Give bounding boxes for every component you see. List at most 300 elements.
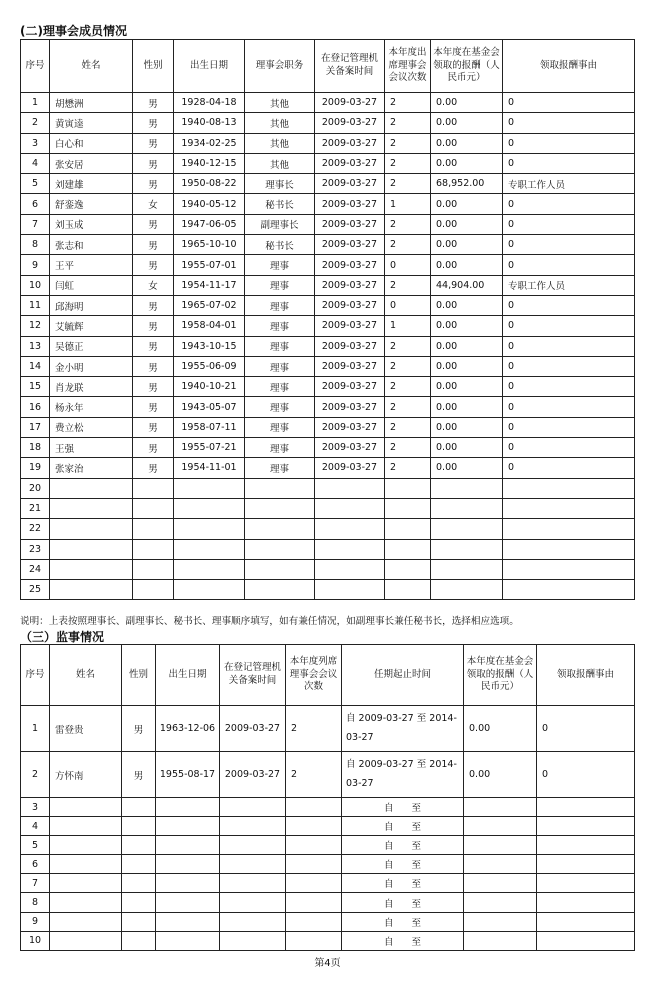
table-cell: 理事 <box>245 438 315 458</box>
table-cell <box>464 931 537 950</box>
table-cell <box>174 559 245 579</box>
table-cell: 费立松 <box>50 417 133 437</box>
table-cell <box>220 855 286 874</box>
term-to-label: 至 <box>411 879 422 891</box>
table-row <box>21 316 635 336</box>
table-cell: 1958-04-01 <box>174 316 245 336</box>
table-cell <box>220 912 286 931</box>
table-cell: 2009-03-27 <box>315 174 385 194</box>
table-cell <box>50 519 133 539</box>
table-cell: 0 <box>503 194 635 214</box>
table-cell: 8 <box>21 893 50 912</box>
table-cell: 4 <box>21 817 50 836</box>
table-cell: 艾毓辉 <box>50 316 133 336</box>
table-cell <box>286 798 342 817</box>
table-cell <box>122 874 156 893</box>
table-cell <box>50 836 122 855</box>
table-cell: 理事 <box>245 417 315 437</box>
table-cell <box>50 874 122 893</box>
table-cell: 男 <box>133 93 174 113</box>
term-to-label: 至 <box>411 860 422 872</box>
table-cell <box>537 931 635 950</box>
table-cell: 17 <box>21 417 50 437</box>
table-cell: 男 <box>133 133 174 153</box>
table-row <box>21 133 635 153</box>
table-cell: 邱海明 <box>50 295 133 315</box>
table-cell: 2 <box>385 133 431 153</box>
table-cell: 21 <box>21 498 50 518</box>
table-cell: 秘书长 <box>245 194 315 214</box>
table-cell <box>122 931 156 950</box>
table-cell <box>245 580 315 600</box>
table-cell: 5 <box>21 836 50 855</box>
table-cell: 2 <box>385 153 431 173</box>
table-cell: 王强 <box>50 438 133 458</box>
table-row <box>21 336 635 356</box>
table-cell: 理事 <box>245 336 315 356</box>
table-cell: 1954-11-17 <box>174 275 245 295</box>
table-cell: 2009-03-27 <box>315 397 385 417</box>
table-cell <box>431 539 503 559</box>
table-cell: 1947-06-05 <box>174 214 245 234</box>
table-cell <box>315 478 385 498</box>
table-cell: 男 <box>133 174 174 194</box>
table-cell <box>537 836 635 855</box>
table-cell <box>537 912 635 931</box>
table-cell: 理事 <box>245 356 315 376</box>
table-row <box>21 275 635 295</box>
table-cell <box>220 893 286 912</box>
table-cell: 1 <box>21 93 50 113</box>
table-cell <box>431 559 503 579</box>
table-cell: 10 <box>21 275 50 295</box>
table-cell: 0.00 <box>431 295 503 315</box>
table-row <box>21 559 635 579</box>
table-cell: 男 <box>133 377 174 397</box>
table-cell <box>315 559 385 579</box>
table-cell: 2009-03-27 <box>315 356 385 376</box>
table-cell: 2 <box>385 174 431 194</box>
table-cell: 7 <box>21 874 50 893</box>
term-to-label: 至 <box>411 898 422 910</box>
table-cell: 肖龙联 <box>50 377 133 397</box>
table-cell: 男 <box>133 113 174 133</box>
table-cell: 男 <box>133 458 174 478</box>
supervisors-header-row <box>21 645 635 706</box>
table-cell: 0 <box>503 397 635 417</box>
col-header: 领取报酬事由 <box>537 645 635 706</box>
table-cell <box>315 580 385 600</box>
table-cell: 男 <box>133 255 174 275</box>
board-header-row <box>21 40 635 93</box>
table-cell <box>50 931 122 950</box>
table-cell: 副理事长 <box>245 214 315 234</box>
table-cell <box>50 912 122 931</box>
table-cell: 2009-03-27 <box>315 438 385 458</box>
table-cell: 舒銮逸 <box>50 194 133 214</box>
table-cell: 0 <box>503 295 635 315</box>
table-row <box>21 174 635 194</box>
col-header: 性别 <box>133 40 174 93</box>
term-cell <box>342 798 464 817</box>
table-cell: 2 <box>385 397 431 417</box>
table-cell <box>431 498 503 518</box>
supervisors-table <box>20 644 635 951</box>
table-row <box>21 214 635 234</box>
table-row <box>21 931 635 950</box>
table-cell: 0.00 <box>431 113 503 133</box>
table-cell: 0.00 <box>431 133 503 153</box>
term-to-label: 至 <box>411 803 422 815</box>
table-cell: 3 <box>21 798 50 817</box>
term-from-label: 自 <box>383 898 394 910</box>
col-header: 任期起止时间 <box>342 645 464 706</box>
term-cell <box>342 817 464 836</box>
table-cell: 0.00 <box>431 235 503 255</box>
col-header: 姓名 <box>50 40 133 93</box>
table-cell: 2 <box>385 275 431 295</box>
table-cell: 2 <box>385 336 431 356</box>
table-cell <box>537 817 635 836</box>
table-row <box>21 798 635 817</box>
table-cell: 0 <box>537 706 635 752</box>
table-cell: 男 <box>133 214 174 234</box>
table-cell <box>245 519 315 539</box>
col-header: 本年度出席理事会会议次数 <box>385 40 431 93</box>
table-cell: 0.00 <box>431 438 503 458</box>
table-cell: 男 <box>122 752 156 798</box>
table-cell <box>220 836 286 855</box>
table-cell <box>156 893 220 912</box>
table-row <box>21 752 635 798</box>
table-cell: 20 <box>21 478 50 498</box>
table-cell <box>537 893 635 912</box>
table-cell: 1954-11-01 <box>174 458 245 478</box>
table-cell: 0.00 <box>464 706 537 752</box>
table-cell: 白心和 <box>50 133 133 153</box>
table-row <box>21 478 635 498</box>
table-cell <box>286 912 342 931</box>
table-cell: 2009-03-27 <box>315 133 385 153</box>
table-row <box>21 519 635 539</box>
table-cell: 理事 <box>245 316 315 336</box>
table-cell <box>286 836 342 855</box>
table-cell <box>286 855 342 874</box>
table-cell: 男 <box>133 417 174 437</box>
table-cell: 2009-03-27 <box>315 417 385 437</box>
table-row <box>21 539 635 559</box>
table-cell: 11 <box>21 295 50 315</box>
table-cell: 0.00 <box>431 194 503 214</box>
table-cell: 9 <box>21 912 50 931</box>
table-cell: 男 <box>122 706 156 752</box>
table-cell: 2009-03-27 <box>315 235 385 255</box>
table-cell <box>315 519 385 539</box>
table-cell: 1 <box>21 706 50 752</box>
table-cell <box>464 798 537 817</box>
term-cell: 自 2009-03-27 至 2014-03-27 <box>342 706 464 752</box>
table-cell: 男 <box>133 153 174 173</box>
table-cell <box>286 817 342 836</box>
table-cell: 6 <box>21 194 50 214</box>
table-cell <box>50 498 133 518</box>
table-cell: 9 <box>21 255 50 275</box>
table-cell: 2009-03-27 <box>315 93 385 113</box>
table-row <box>21 235 635 255</box>
table-cell: 0 <box>385 295 431 315</box>
table-cell <box>385 580 431 600</box>
table-cell: 刘建雄 <box>50 174 133 194</box>
table-cell <box>464 874 537 893</box>
col-header: 本年度在基金会领取的报酬（人民币元） <box>431 40 503 93</box>
table-cell: 其他 <box>245 133 315 153</box>
table-cell: 23 <box>21 539 50 559</box>
table-cell: 雷登贵 <box>50 706 122 752</box>
table-cell <box>315 498 385 518</box>
table-cell <box>122 836 156 855</box>
table-cell <box>174 478 245 498</box>
table-row <box>21 580 635 600</box>
table-cell <box>122 817 156 836</box>
table-cell <box>174 580 245 600</box>
table-row <box>21 836 635 855</box>
table-cell: 男 <box>133 397 174 417</box>
table-cell: 1955-07-01 <box>174 255 245 275</box>
table-cell: 理事长 <box>245 174 315 194</box>
table-cell: 0 <box>537 752 635 798</box>
table-row <box>21 893 635 912</box>
table-cell: 7 <box>21 214 50 234</box>
table-note: 说明：上表按照理事长、副理事长、秘书长、理事顺序填写，如有兼任情况，如副理事长兼任秘书长，选择相应选项。 <box>20 616 519 627</box>
table-cell <box>245 539 315 559</box>
table-cell: 0.00 <box>431 153 503 173</box>
table-row <box>21 874 635 893</box>
table-cell: 2 <box>385 214 431 234</box>
table-cell: 0.00 <box>431 93 503 113</box>
table-cell: 22 <box>21 519 50 539</box>
table-cell: 0.00 <box>431 417 503 437</box>
table-cell: 68,952.00 <box>431 174 503 194</box>
col-header: 出生日期 <box>174 40 245 93</box>
table-cell <box>503 478 635 498</box>
table-cell <box>286 931 342 950</box>
table-cell <box>286 893 342 912</box>
table-cell: 张家治 <box>50 458 133 478</box>
table-cell <box>50 817 122 836</box>
table-cell <box>156 855 220 874</box>
table-cell: 吴德正 <box>50 336 133 356</box>
table-cell: 2009-03-27 <box>315 316 385 336</box>
table-cell: 0 <box>503 336 635 356</box>
table-cell: 2 <box>385 356 431 376</box>
term-cell <box>342 855 464 874</box>
col-header: 在登记管理机关备案时间 <box>220 645 286 706</box>
table-cell <box>156 874 220 893</box>
term-from-label: 自 <box>383 917 394 929</box>
table-cell: 0 <box>503 93 635 113</box>
table-cell <box>50 559 133 579</box>
table-cell: 理事 <box>245 295 315 315</box>
supervisors-section-title: （三）监事情况 <box>20 630 105 644</box>
table-cell: 0 <box>503 316 635 336</box>
table-cell <box>156 798 220 817</box>
table-cell <box>464 893 537 912</box>
table-cell: 1955-08-17 <box>156 752 220 798</box>
table-row <box>21 153 635 173</box>
col-header: 出生日期 <box>156 645 220 706</box>
table-cell: 2009-03-27 <box>315 214 385 234</box>
table-cell <box>50 539 133 559</box>
table-cell <box>537 798 635 817</box>
table-cell <box>156 836 220 855</box>
table-row <box>21 194 635 214</box>
table-cell: 2009-03-27 <box>315 275 385 295</box>
table-cell: 其他 <box>245 113 315 133</box>
table-cell <box>503 559 635 579</box>
table-cell: 理事 <box>245 255 315 275</box>
table-cell: 1 <box>385 316 431 336</box>
table-cell: 金小明 <box>50 356 133 376</box>
table-cell: 1965-07-02 <box>174 295 245 315</box>
table-cell: 1955-06-09 <box>174 356 245 376</box>
table-cell: 男 <box>133 438 174 458</box>
table-cell: 0 <box>503 214 635 234</box>
table-cell: 16 <box>21 397 50 417</box>
table-cell: 理事 <box>245 397 315 417</box>
table-cell <box>50 855 122 874</box>
term-cell <box>342 874 464 893</box>
table-row <box>21 855 635 874</box>
term-cell <box>342 931 464 950</box>
table-cell: 张安居 <box>50 153 133 173</box>
table-cell <box>50 478 133 498</box>
table-row <box>21 706 635 752</box>
table-cell: 2009-03-27 <box>315 458 385 478</box>
table-cell: 1950-08-22 <box>174 174 245 194</box>
table-row <box>21 458 635 478</box>
term-cell <box>342 893 464 912</box>
term-cell <box>342 912 464 931</box>
table-cell <box>122 798 156 817</box>
table-cell: 0.00 <box>431 336 503 356</box>
table-cell <box>431 519 503 539</box>
table-cell: 2009-03-27 <box>315 153 385 173</box>
table-cell: 女 <box>133 275 174 295</box>
table-cell: 1955-07-21 <box>174 438 245 458</box>
table-row <box>21 912 635 931</box>
table-cell: 0.00 <box>431 255 503 275</box>
table-cell <box>385 559 431 579</box>
table-cell <box>464 912 537 931</box>
table-cell: 1934-02-25 <box>174 133 245 153</box>
table-cell <box>174 519 245 539</box>
table-cell <box>503 539 635 559</box>
term-from-label: 自 <box>383 822 394 834</box>
term-to-label: 至 <box>411 822 422 834</box>
table-cell <box>537 874 635 893</box>
table-row <box>21 356 635 376</box>
table-cell: 专职工作人员 <box>503 174 635 194</box>
table-cell <box>220 874 286 893</box>
table-cell <box>385 519 431 539</box>
table-row <box>21 113 635 133</box>
table-cell: 男 <box>133 356 174 376</box>
table-cell <box>245 559 315 579</box>
table-cell <box>122 912 156 931</box>
table-cell: 15 <box>21 377 50 397</box>
table-cell: 男 <box>133 235 174 255</box>
table-cell: 6 <box>21 855 50 874</box>
table-row <box>21 255 635 275</box>
col-header: 序号 <box>21 40 50 93</box>
table-cell: 1940-05-12 <box>174 194 245 214</box>
table-cell: 理事 <box>245 458 315 478</box>
term-from-label: 自 <box>383 936 394 948</box>
table-cell: 2009-03-27 <box>315 113 385 133</box>
table-cell: 2 <box>21 113 50 133</box>
table-cell: 其他 <box>245 93 315 113</box>
table-cell <box>431 580 503 600</box>
term-cell <box>342 836 464 855</box>
table-row <box>21 397 635 417</box>
table-cell <box>245 498 315 518</box>
table-cell: 1958-07-11 <box>174 417 245 437</box>
table-row <box>21 93 635 113</box>
table-cell: 王平 <box>50 255 133 275</box>
table-cell <box>245 478 315 498</box>
table-cell: 0 <box>503 133 635 153</box>
table-cell <box>220 931 286 950</box>
table-cell: 胡懋洲 <box>50 93 133 113</box>
table-cell <box>286 874 342 893</box>
table-cell: 1943-10-15 <box>174 336 245 356</box>
table-cell <box>464 836 537 855</box>
table-cell <box>385 539 431 559</box>
table-cell <box>174 498 245 518</box>
table-cell <box>315 539 385 559</box>
table-cell: 0.00 <box>431 397 503 417</box>
col-header: 姓名 <box>50 645 122 706</box>
table-cell: 1940-12-15 <box>174 153 245 173</box>
table-cell: 2009-03-27 <box>315 377 385 397</box>
table-cell: 理事 <box>245 275 315 295</box>
table-cell: 0 <box>503 377 635 397</box>
table-row <box>21 417 635 437</box>
table-cell: 方怀南 <box>50 752 122 798</box>
table-cell <box>50 893 122 912</box>
table-cell: 杨永年 <box>50 397 133 417</box>
table-cell <box>133 498 174 518</box>
table-cell: 0.00 <box>464 752 537 798</box>
term-to-label: 至 <box>411 841 422 853</box>
table-cell: 19 <box>21 458 50 478</box>
table-cell: 1943-05-07 <box>174 397 245 417</box>
table-cell: 18 <box>21 438 50 458</box>
table-cell <box>156 931 220 950</box>
board-members-table <box>20 39 635 600</box>
table-cell <box>385 498 431 518</box>
table-cell: 0.00 <box>431 214 503 234</box>
table-cell <box>50 798 122 817</box>
table-cell <box>133 559 174 579</box>
table-cell <box>174 539 245 559</box>
table-cell: 0.00 <box>431 316 503 336</box>
page-number: 第4页 <box>314 958 341 969</box>
table-cell: 0 <box>503 113 635 133</box>
table-cell: 2 <box>385 438 431 458</box>
table-cell: 0 <box>503 356 635 376</box>
table-cell: 10 <box>21 931 50 950</box>
